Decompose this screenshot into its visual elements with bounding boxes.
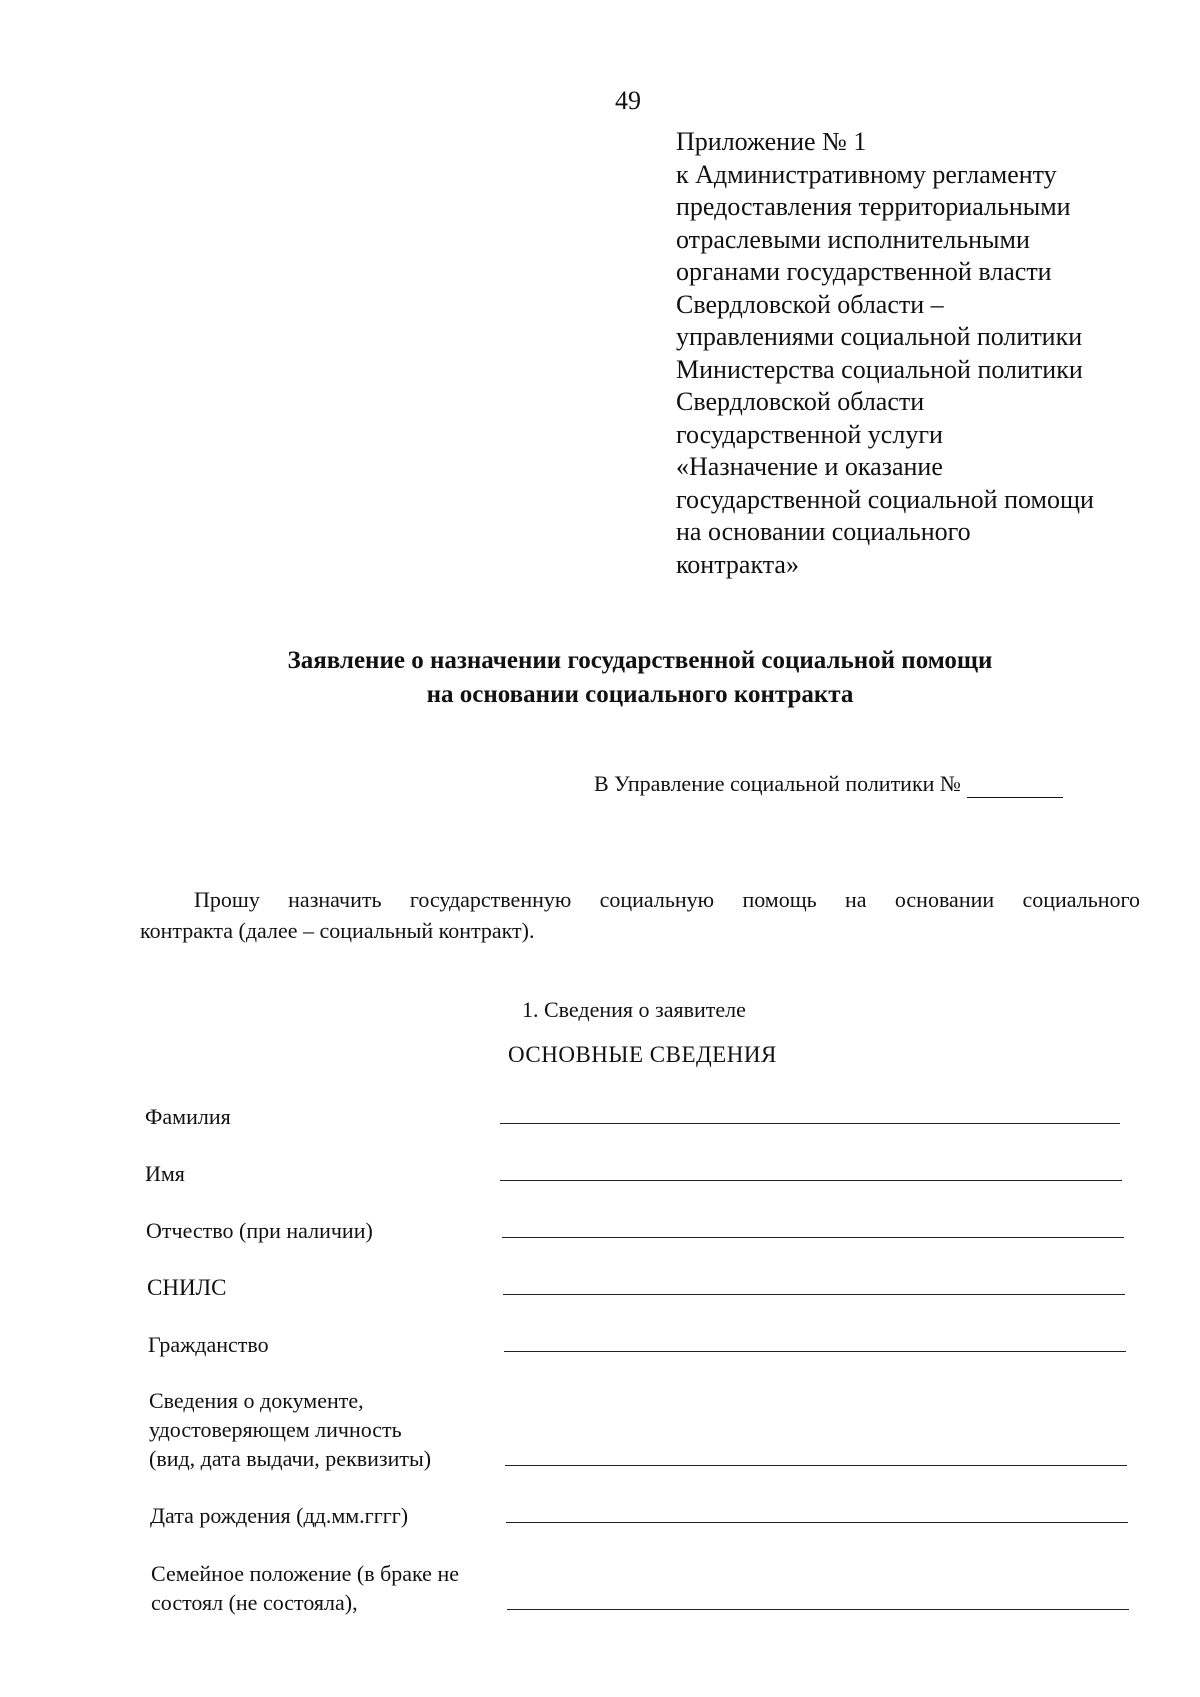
field-label-birth-date	[150, 1501, 510, 1530]
appendix-line: «Назначение и оказание	[676, 452, 943, 481]
birth-date-field[interactable]	[506, 1522, 1128, 1523]
field-label-line: удостоверяющем личность	[149, 1417, 402, 1442]
department-number-blank[interactable]	[967, 771, 1063, 798]
appendix-line: Министерства социальной политики	[676, 354, 1083, 384]
appendix-line: контракта»	[676, 549, 799, 579]
field-label-patronymic	[146, 1216, 506, 1245]
request-line-2: контракта (далее – социальный контракт).	[140, 918, 535, 943]
identity-document-field[interactable]	[505, 1465, 1127, 1466]
marital-status-field[interactable]	[507, 1609, 1129, 1610]
field-label-line: СНИЛС	[147, 1275, 227, 1300]
field-label-line: Гражданство	[148, 1332, 269, 1357]
patronymic-field[interactable]	[502, 1237, 1124, 1238]
appendix-line: на основании социального	[676, 517, 971, 546]
name-field[interactable]	[500, 1180, 1122, 1181]
citizenship-field[interactable]	[504, 1351, 1126, 1352]
field-label-line: (вид, дата выдачи, реквизиты)	[149, 1446, 432, 1471]
appendix-line: Приложение № 1	[676, 127, 867, 156]
field-label-snils	[147, 1273, 507, 1302]
basic-info-heading: ОСНОВНЫЕ СВЕДЕНИЯ	[508, 1042, 777, 1067]
field-label-marital-status	[151, 1559, 511, 1617]
appendix-header	[676, 126, 1156, 581]
field-label-citizenship	[148, 1330, 508, 1359]
recipient-line	[594, 771, 1063, 798]
title-line-1: Заявление о назначении государственной социальной помощи	[287, 647, 993, 674]
page-number: 49	[615, 86, 641, 115]
field-label-line: Дата рождения (дд.мм.гггг)	[150, 1503, 409, 1528]
snils-field[interactable]	[503, 1294, 1125, 1295]
document-title	[160, 644, 1120, 712]
appendix-line: Свердловской области	[676, 387, 925, 416]
field-label-line: Семейное положение (в браке не	[151, 1561, 459, 1586]
surname-field[interactable]	[500, 1123, 1120, 1124]
section-heading: 1. Сведения о заявителе	[522, 997, 746, 1022]
field-label-line: Сведения о документе,	[149, 1388, 364, 1413]
appendix-line: Свердловской области –	[676, 289, 944, 319]
field-label-identity-document	[149, 1386, 509, 1473]
field-label-line: Отчество (при наличии)	[146, 1218, 373, 1243]
title-line-2: на основании социального контракта	[426, 681, 854, 708]
field-label-surname	[145, 1102, 505, 1131]
recipient-text: В Управление социальной политики №	[594, 771, 961, 796]
appendix-line: органами государственной власти	[676, 257, 1052, 286]
appendix-line: управлениями социальной политики	[676, 322, 1083, 351]
appendix-line: государственной услуги	[676, 419, 943, 449]
field-label-name	[145, 1159, 505, 1188]
field-label-line: Имя	[145, 1161, 185, 1186]
field-label-line: Фамилия	[145, 1104, 231, 1129]
request-paragraph	[140, 884, 1140, 946]
appendix-line: отраслевыми исполнительными	[676, 224, 1030, 254]
appendix-line: государственной социальной помощи	[676, 484, 1094, 514]
field-label-line: состоял (не состояла),	[151, 1590, 358, 1615]
appendix-line: к Административному регламенту	[676, 159, 1057, 189]
request-line-1: Прошу назначить государственную социальную помощь на основании социального	[194, 887, 1140, 912]
appendix-line: предоставления территориальными	[676, 192, 1071, 221]
